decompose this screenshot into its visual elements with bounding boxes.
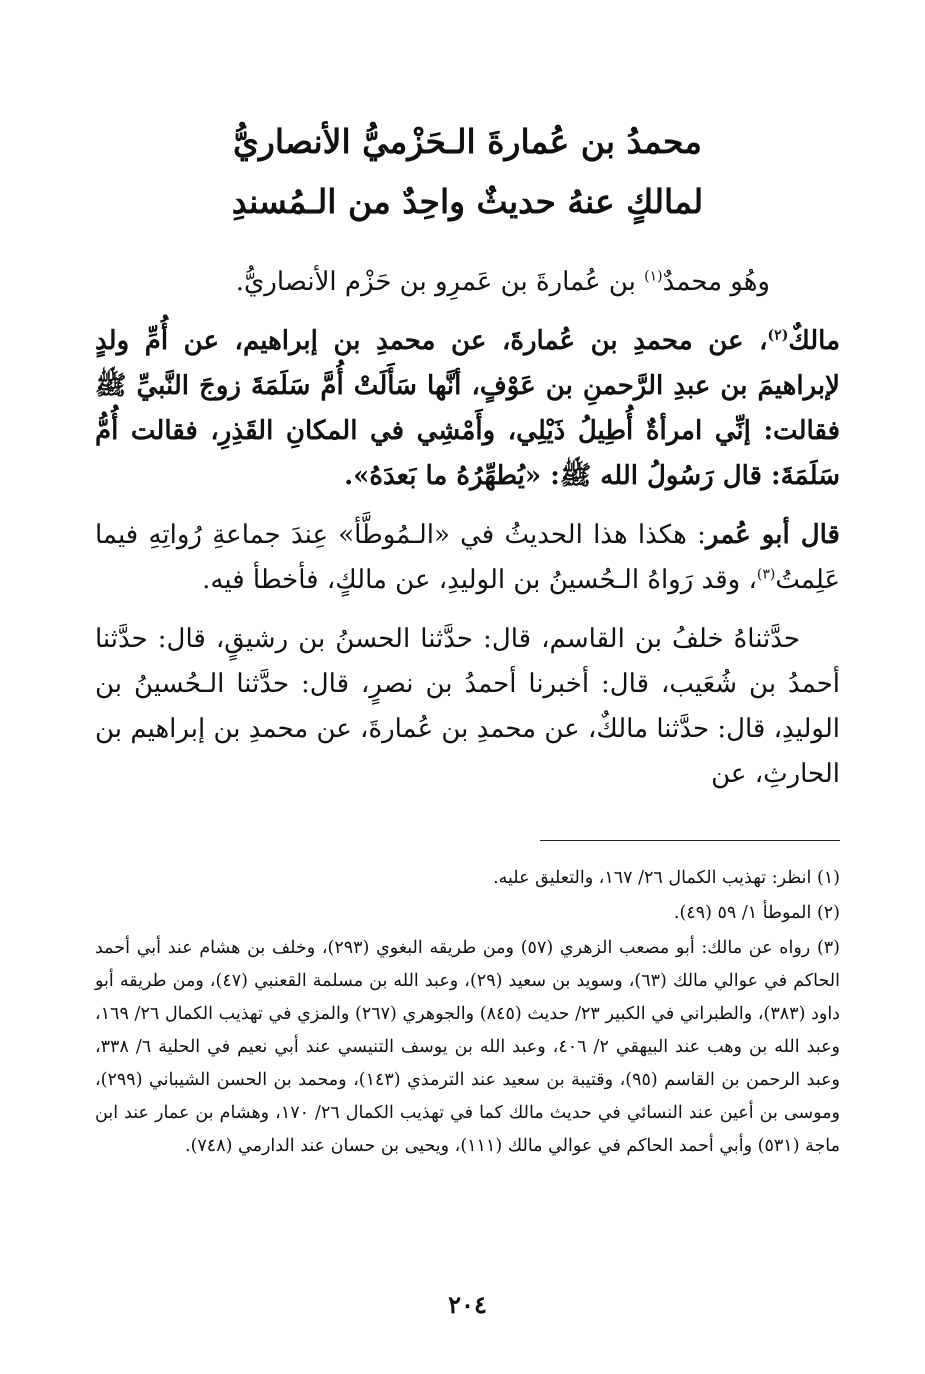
commentary-lead: قال أبو عُمر — [705, 520, 840, 550]
footnote-number: (١) — [816, 868, 840, 888]
commentary-paragraph — [95, 513, 840, 603]
footnote-text: الموطأ ١/ ٥٩ (٤٩). — [673, 903, 817, 923]
heading-line-2: لمالكٍ عنهُ حديثٌ واحِدٌ من الـمُسندِ — [231, 182, 704, 221]
footnote-ref-1: (١) — [644, 268, 663, 285]
footnote-text: انظر: تهذيب الكمال ٢٦/ ١٦٧، والتعليق عليه. — [493, 868, 817, 888]
footnote-2 — [95, 897, 840, 930]
hadith-text: ، عن محمدِ بن عُمارةَ، عن محمدِ بن إبراهيم، عن أُمِّ ولدٍ لإبراهيمَ بن عبدِ الرَّحمنِ بن عَوْفٍ، أنَّها سَأَلَتْ أُمَّ سَلَمَةَ زوجَ النَّبيِّ ﷺ فقالت: إنِّي امرأةٌ أُطِيلُ ذَيْلِي، وأَمْشِي في المكانِ القَذِرِ، فقالت أُمُّ سَلَمَةَ: قال رَسُولُ الله ﷺ: «يُطهِّرُهُ ما بَعدَهُ». — [95, 326, 840, 491]
main-text — [95, 260, 840, 811]
isnad-paragraph: حدَّثناهُ خلفُ بن القاسم، قال: حدَّثنا الحسنُ بن رشيقٍ، قال: حدَّثنا أحمدُ بن شُعَيب، قال: أخبرنا أحمدُ بن نصرٍ، قال: حدَّثنا الـحُسينُ بن الوليدِ، قال: حدَّثنا مالكٌ، عن محمدِ بن عُمارةَ، عن محمدِ بن إبراهيم بن الحارثِ، عن — [95, 624, 840, 789]
footnote-number: (٣) — [816, 938, 840, 958]
intro-paragraph — [95, 260, 840, 305]
footnote-number: (٢) — [816, 903, 840, 923]
page-number: ٢٠٤ — [448, 1290, 487, 1319]
footnote-3 — [95, 932, 840, 1163]
footnotes — [95, 862, 840, 1165]
intro-after: بن عُمارةَ بن عَمرِو بن حَزْم الأنصاريُّ. — [235, 267, 645, 297]
footnote-divider — [540, 840, 840, 841]
intro-before: وهُو محمدٌ — [662, 267, 770, 297]
footnote-ref-3: (٣) — [756, 566, 776, 583]
footnote-text: رواه عن مالك: أبو مصعب الزهري (٥٧) ومن طريقه البغوي (٢٩٣)، وخلف بن هشام عند أبي أحمد الحاكم في عوالي مالك (٦٣)، وسويد بن سعيد (٢٩)، وعبد الله بن مسلمة القعنبي (٤٧)، ومن طريقه أبو داود (٣٨٣)، والطبراني في الكبير ٢٣/ حديث (٨٤٥) والجوهري (٢٦٧) والمزي في تهذيب الكمال ٢٦/ ١٦٩، وعبد الله بن وهب عند البيهقي ٢/ ٤٠٦، وعبد الله بن يوسف التنيسي عند أبي نعيم في الحلية ٦/ ٣٣٨، وعبد الرحمن بن القاسم (٩٥)، وقتيبة بن سعيد عند الترمذي (١٤٣)، ومحمد بن الحسن الشيباني (٢٩٩)، وموسى بن أعين عند النسائي في حديث مالك كما في تهذيب الكمال ٢٦/ ١٧٠، وهشام بن عمار عند ابن ماجة (٥٣١) وأبي أحمد الحاكم في عوالي مالك (١١١)، ويحيى بن حسان عند الدارمي (٧٤٨). — [95, 938, 841, 1156]
chapter-heading — [95, 112, 840, 232]
heading-line-1: محمدُ بن عُمارةَ الـحَزْميُّ الأنصاريُّ — [233, 122, 702, 161]
commentary-text-1: : هكذا هذا الحديثُ في «الـمُوطَّأ» عِندَ جماعةِ رُواتِهِ فيما عَلِمتُ — [95, 520, 840, 595]
hadith-paragraph — [95, 319, 840, 499]
book-page — [95, 0, 840, 1374]
hadith-start: مالكٌ — [788, 326, 840, 356]
footnote-ref-2: (٢) — [767, 327, 789, 344]
footnote-1 — [95, 862, 840, 895]
commentary-text-2: ، وقد رَواهُ الـحُسينُ بن الوليدِ، عن مالكٍ، فأخطأ فيه. — [202, 565, 757, 595]
